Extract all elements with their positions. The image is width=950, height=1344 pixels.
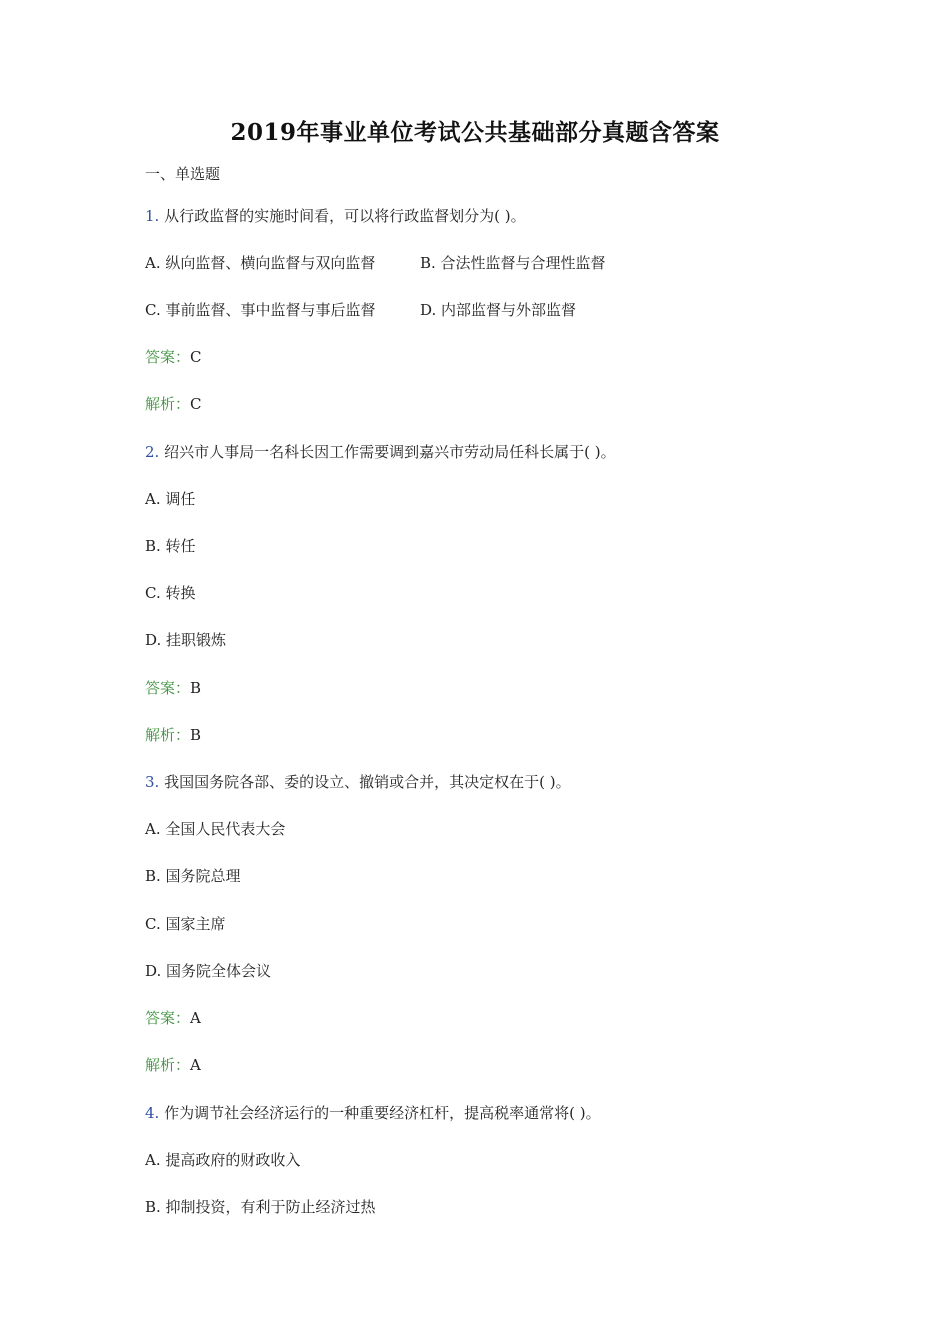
question-stem: 作为调节社会经济运行的一种重要经济杠杆，提高税率通常将( )。: [164, 1104, 601, 1122]
question-stem: 从行政监督的实施时间看，可以将行政监督划分为( )。: [164, 207, 526, 225]
answer-label: 答案：: [145, 1009, 191, 1027]
q3-option-d: D. 国务院全体会议: [145, 962, 272, 980]
q2-answer: [145, 678, 201, 698]
q2-option-c: C. 转换: [145, 584, 196, 602]
q4-option-a: A. 提高政府的财政收入: [145, 1151, 301, 1169]
q3-answer: [145, 1008, 201, 1028]
analysis-value: C: [190, 395, 202, 413]
analysis-label: 解析：: [145, 395, 191, 413]
q1-option-a: A. 纵向监督、横向监督与双向监督: [145, 254, 376, 272]
q1-answer: [145, 347, 202, 367]
analysis-label: 解析：: [145, 1056, 191, 1074]
analysis-label: 解析：: [145, 726, 191, 744]
question-stem: 绍兴市人事局一名科长因工作需要调到嘉兴市劳动局任科长属于( )。: [164, 443, 616, 461]
question-4: [145, 1103, 601, 1123]
q3-option-c: C. 国家主席: [145, 915, 226, 933]
question-number: 4.: [145, 1104, 160, 1122]
q2-option-a: A. 调任: [145, 490, 196, 508]
answer-label: 答案：: [145, 679, 191, 697]
q1-analysis: [145, 394, 202, 414]
question-stem: 我国国务院各部、委的设立、撤销或合并，其决定权在于( )。: [164, 773, 571, 791]
question-number: 3.: [145, 773, 160, 791]
question-3: [145, 772, 571, 792]
analysis-value: A: [190, 1056, 201, 1074]
answer-value: C: [190, 348, 202, 366]
document-title: 2019年事业单位考试公共基础部分真题含答案: [230, 119, 720, 146]
q2-option-d: D. 挂职锻炼: [145, 631, 227, 649]
answer-label: 答案：: [145, 348, 191, 366]
q1-option-c: C. 事前监督、事中监督与事后监督: [145, 301, 376, 319]
question-1: [145, 206, 526, 226]
q3-option-b: B. 国务院总理: [145, 867, 241, 885]
question-number: 1.: [145, 207, 160, 225]
q1-option-b: B. 合法性监督与合理性监督: [420, 254, 606, 272]
q2-analysis: [145, 725, 201, 745]
question-number: 2.: [145, 443, 160, 461]
q3-option-a: A. 全国人民代表大会: [145, 820, 286, 838]
q2-option-b: B. 转任: [145, 537, 196, 555]
q4-option-b: B. 抑制投资，有利于防止经济过热: [145, 1198, 376, 1216]
question-2: [145, 442, 616, 462]
analysis-value: B: [190, 726, 202, 744]
answer-value: B: [190, 679, 202, 697]
answer-value: A: [190, 1009, 201, 1027]
section-heading: 一、单选题: [145, 165, 221, 183]
q3-analysis: [145, 1055, 201, 1075]
q1-option-d: D. 内部监督与外部监督: [420, 301, 577, 319]
